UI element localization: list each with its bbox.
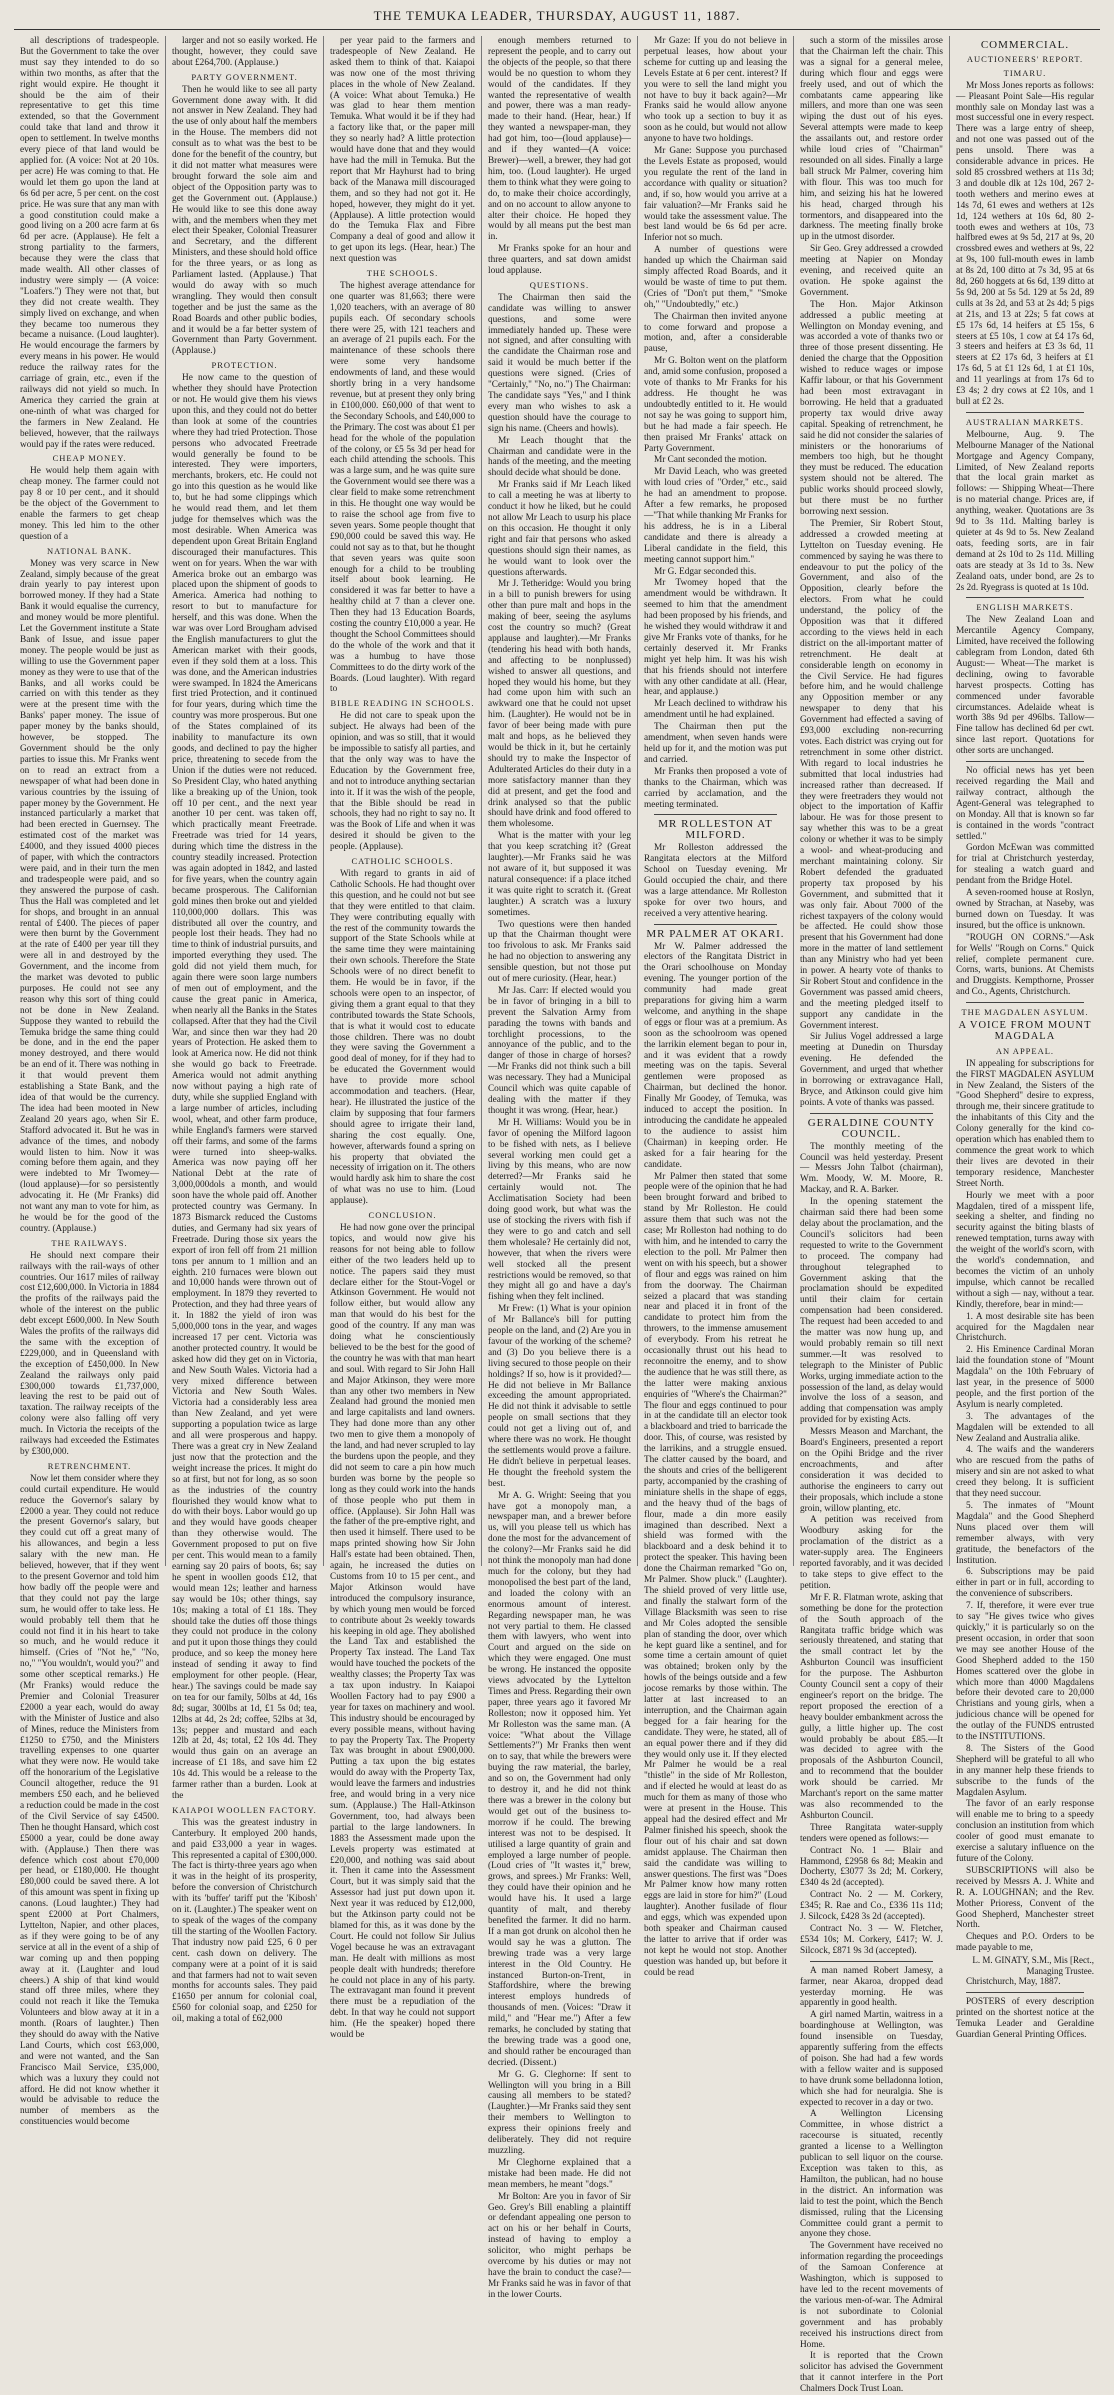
- paragraph: Contract No. 2 — M. Corkery, £345; R. Rae and Co., £336 11s 11d; J. Silcock, £428 3s 2d (accepted).: [799, 1890, 943, 1923]
- paragraph: such a storm of the missiles arose that the Chairman left the chair. This was a signal for a general melee, during which flour and eggs were freely used, and out of which the combatants came appearing like millers, and more than one was seen wiping the dust out of his eyes. Several attempts were made to keep the assailants out, and restore order while loud cries of "Chairman" resounded on all sides. Finally a large ball struck Mr Palmer, covering him with flour. This was too much for him, and seizing his hat he lowered his head, charged through his tormentors, and disappeared into the darkness. The meeting finally broke up in the utmost disorder.: [799, 36, 943, 243]
- paragraph: A seven-roomed house at Roslyn, owned by Strachan, at Naseby, was burned down on Tuesday. It was insured, but the office is unknown.: [955, 888, 1094, 931]
- divider: [966, 412, 1084, 413]
- column-2: [166, 36, 324, 2025]
- paragraph: The favor of an early response will enable me to bring to a speedy conclusion an institution from which cooler of good must emanate to exercise a salutary influence on the future of the Colony.: [955, 1799, 1094, 1864]
- paragraph: Mr Leach thought that the Chairman and candidate were in the hands of the meeting, and the meeting should decide what should be done.: [487, 435, 631, 479]
- list-item: 2. His Eminence Cardinal Moran laid the foundation stone of "Mount Magdala" on the 10th February of last year, in the presence of 5000 people, and the first portion of the Asylum is nearly completed.: [955, 1345, 1094, 1410]
- column-4: [482, 36, 638, 2300]
- columns: [14, 36, 1100, 2395]
- section-heading: RETRENCHMENT.: [47, 1460, 132, 1471]
- paragraph: per year paid to the farmers and tradespeople of New Zealand. He asked them to think of that. Kaiapoi was now one of the most thriving places in the whole of New Zealand. (A voice: What about Temuka.) He was glad to hear them mention Temuka. What would it be if they had a factory like that, or the paper mill they so nearly had? A little protection would have done that and they would have had the mill in Temuka. But the report that Mr Hayhurst had to bring back of the Manawa mill discouraged them, and so they had not got it. He hoped, however, they might do it yet. (Applause). A little protection would do the Temuka Flax and Fibre Company a deal of good and allow it to get upon its legs. (Hear, hear.) The next question was: [330, 36, 475, 265]
- paragraph: larger and not so easily worked. He thought, however, they could save about £264,700. (Applause.): [172, 36, 318, 68]
- paragraph: The New Zealand Loan and Mercantile Agency Company, Limited, have received the following cablegram from London, dated 6th August:— Wheat—The market is declining, owing to favorable harvest prospects. Cotting has commenced under favorable circumstances. Adelaide wheat is worth 38s 9d per 496lbs. Tallow—Fine tallow has declined 6d per cwt. since last report. Quotations for other sorts are unchanged.: [955, 615, 1094, 757]
- paragraph: Mr Gaze: If you do not believe in perpetual leases, how about your scheme for cutting up and leasing the Levels Estate at 6 per cent. interest? If you were to sell the land might you not have to buy it back again?—Mr Franks said he would allow anyone who took up a section to buy it as soon as he could, but would not allow anyone to have two holdings.: [643, 36, 787, 145]
- divider: [654, 924, 777, 925]
- paragraph: Mr G. G. Cleghorne: If sent to Wellington will you bring in a Bill causing all members to be stated? (Laughter.)—Mr Franks said they sent their members to Wellington to express their opinions freely and deliberately. They did not require muzzling.: [487, 2069, 631, 2156]
- ad-heading: AN APPEAL.: [995, 1045, 1055, 1056]
- paragraph: all descriptions of tradespeople. But the Government to take the over must say they intended to do so within two months, as after that the right would expire. He thought it should be the aim of their representative to get this time extended, so that the Government could take that land and throw it open to settlement. In twelve months every piece of that land would be applied for. (A voice: Not at 20 10s. per acre) He was coming to that. He would let them go upon the land at 6s 6d per acre, 5 per cent. on the cost price. He was sure that any man with a good constitution could make a good living on a 200 acre farm at 6s 6d per acre. (Applause). He felt a strong partiality to the farmers, because they were the class that made wealth. All other classes of industry were simply — (A voice: "Loafers.") They were not that, but they did not create wealth. They simply lived on exchange, and when they became too numerous they became a nuisance. (Loud laughter). He would encourage the farmers by every means in his power. He would reduce the railway rates for the carriage of grain, etc., even if the railways did not yield so much. In America they carried the grain at one-ninth of what was charged for the farmers in New Zealand. He believed, however, that the railways would pay if the rates were reduced.: [20, 36, 160, 450]
- paragraph: Mr Moss Jones reports as follows:— Pleasant Point Sale—His regular monthly sale on Monday last was a most successful one in every respect. There was a large entry of sheep, and not one was passed out of the pens unsold. There was a considerable advance in prices. He sold 85 crossbred wethers at 11s 3d; 3 and double dlk at 12s 10d, 267 2-tooth wethers and merino ewes at 14s 7d, 61 ewes and wethers at 12s 1d, 124 wethers at 10s 6d, 80 2-tooth ewes and wethers at 10s, 73 halfbred ewes at 9s 5d, 217 at 9s, 20 crossbred ewes and wethers at 9s, 22 at 9s, 100 full-mouth ewes in lamb at 8s 2d, 100 ditto at 7s 3d, 95 at 6s 8d, 260 hoggets at 6s 6d, 139 ditto at 5s 9d, 200 at 5s 5d. 129 at 5s 2d, 89 culls at 3s 2d, and 53 at 2s 4d; 5 pigs at 21s, and 13 at 22s; 5 fat cows at £5 17s 6d, 14 heifers at £5 15s, 6 steers at £5 10s, 1 cow at £4 17s 6d, 3 steers and heifers at £3 3s 6d, 11 steers at £2 17s 6d, 3 heifers at £1 17s 6d, 5 at £1 12s 6d, 1 at £1 10s, and 11 yearlings at from 17s 6d to £3 4s; 2 dry cows at £2 10s, and 1 bull at £2 2s.: [955, 80, 1094, 407]
- paragraph: Mr Franks said if Mr Leach liked to call a meeting he was at liberty to conduct it how he liked, but he could not allow Mr Leach to usurp his place on this occasion. He thought it only right and fair that persons who asked questions should sign their names, as he would want to look over the questions afterwards.: [487, 480, 631, 578]
- section-heading: AUSTRALIAN MARKETS.: [965, 416, 1085, 427]
- paragraph: The Chairman then said the candidate was willing to answer questions, and some were immediately handed up. These were not signed, and after consulting with the candidate the Chairman rose and said it would be much better if the questions were signed. (Cries of "Certainly," "No, no.") The Chairman: The candidate says "Yes," and I think every man who wishes to ask a question should have the courage to sign his name. (Cheers and howls).: [487, 292, 631, 434]
- section-heading: NATIONAL BANK.: [47, 545, 133, 556]
- paragraph: Mr Franks then proposed a vote of thanks to the Chairman, which was carried by acclamation, and the meeting terminated.: [643, 766, 787, 810]
- paragraph: Mr Jas. Carr: If elected would you be in favor of bringing in a bill to prevent the Salvation Army from parading the towns with bands and torchlight processions, to the annoyance of the public, and to the danger of those in charge of horses?—Mr Franks did not think such a bill was necessary. They had a Municipal Council which was quite capable of dealing with the matter if they thought it was wrong. (Hear, hear.): [487, 985, 631, 1116]
- divider: [966, 597, 1084, 598]
- paragraph: A number of questions were handed up which the Chairman said simply affected Road Boards, and it would be waste of time to put them. (Cries of "Don't put them," "Smoke oh," "Undoubtedly," etc.): [643, 245, 787, 310]
- divider: [966, 761, 1084, 762]
- paragraph: Melbourne, Aug. 9. The Melbourne Manager of the National Mortgage and Agency Company, Limited, of New Zealand reports that the local grain market as follows: — Shipping Wheat—There is no material change. Prices are, if anything, weaker. Quotations are 3s 9d to 3s 11d. Malting barley is quieter at 4s 9d to 5s. New Zealand oats, feeding sorts, are in fair demand at 2s 10d to 2s 11d. Milling oats are steady at 3s 1d to 3s. New Zealand oats, under bond, are 2s to 2s 2d. Ryegrass is quoted at 1s 10d.: [955, 429, 1094, 593]
- paragraph: POSTERS of every description printed on the shortest notice at the Temuka Leader and Geraldine Guardian General Printing Offices.: [955, 1996, 1094, 2040]
- paragraph: enough members returned to represent the people, and to carry out the objects of the people, so that there would be no question to whom they would of the candidates. If they wanted the representative of wealth and power, there was a man ready-made to their hand. (Hear, hear.) If they wanted a newspaper-man, they had got him, too—(loud applause)—and if they wanted—(A voice: Brewer)—well, a brewer, they had got him, too. (Loud laughter). He urged them to think what they were going to do, to make their choice accordingly, and on no account to allow anyone to alter their choice. He hoped they would by all means put the best man in.: [487, 36, 631, 243]
- section-heading: BIBLE READING IN SCHOOLS.: [330, 698, 475, 709]
- paragraph: He did not care to speak upon the subject. He always had been of the opinion, and was so still, that it would be impossible to satisfy all parties, and that the only way was to have the Education by the Government free, and not to introduce anything sectarian into it. If it was the wish of the people, that the Bible should be read in schools, they had no right to say no. It was the Book of Life and when it was desired it should be given to the people. (Applause).: [330, 711, 475, 853]
- paragraph: The Premier, Sir Robert Stout, addressed a crowded meeting at Lyttelton on Tuesday evening. He commenced by saying he was there to endeavour to put the policy of the Government, and also of the Opposition, clearly before the electors. From what he could understand, the policy of the Opposition was that it differed according to the views held in each district on the all-important matter of retrenchment. He dealt at considerable length on economy in the Civil Service. He had figures before him, and he would challenge any Opposition member or any newspaper to deny that his Government had effected a saving of £93,000 excluding non-recurring votes. Each district was crying out for retrenchment in some other district. With regard to local industries he submitted that local industries had increased rather than decreased. If they were freetraders they would not object to the importation of Kaffir labour. He was for those present to say whether this was to be a great colony or whether it was to be simply a wool- and wheat-producing and merchant maintaining colony. Sir Robert defended the graduated property tax proposed by his Government, and submitted that it was only fair. About 7000 of the richest taxpayers of the colony would be affected. He could show those present that his Government had done more in the matter of land settlement than any Ministry who had yet been in power. A hearty vote of thanks to Sir Robert Stout and confidence in the Government was passed amid cheers, and the meeting pledged itself to support any candidate in the Government interest.: [799, 518, 943, 1031]
- column-1: [14, 36, 166, 2128]
- paragraph: Mr Palmer then stated that some people were of the opinion that he had been brought forward and bribed to stand by Mr Rolleston. He could assure them that such was not the case; Mr Rolleston had nothing to do with him, and he intended to carry the election to the poll. Mr Palmer then went on with his speech, but a shower of flour and eggs was rained on him from the doorway. The Chairman seized a placard that was standing near and placed it in front of the candidate to protect him from the throwers, to the immense amusement of everybody. From his retreat he occasionally thrust out his head to reconnoitre the enemy, and to show the audience that he was still there, as the latter were making anxious enquiries of "Where's the Chairman?" The flour and eggs continued to pour in at the candidate till an elector took a blackboard and tried to barricade the door. This, of course, was resisted by the larrikins, and a struggle ensued. The clatter caused by the board, and the shouts and cries of the belligerent party, accompanied by the crashing of miniature shells in the shape of eggs, and the heavy thud of the bags of flour, made a din more easily imagined than described. Next a shield was formed with the blackboard and a desk behind it to protect the speaker. This having been done the Chairman remarked "Go on, Mr Palmer. Show pluck." (Laughter). The shield proved of very little use, and finally the stalwart form of the Village Blacksmith was seen to rise and Mr Coles adopted the sensible plan of standing the door, over which he kept guard like a sentinel, and for some time a certain amount of quiet was obtained; broken only by the howls of the beings outside and a few jocose remarks by those within. The latter at last increased to an interruption, and the Chairman again begged for a fair hearing for the candidate. They were, he stated, all of an equal power there and if they did they would only use it. If they elected Mr Palmer he would be a real "thistle" in the side of Mr Rolleston, and if elected he would at least do as much for them as many of those who were at present in the House. This appeal had the desired effect and Mr Palmer finished his speech, shook the flour out of his chair and sat down amidst applause. The Chairman then said the candidate was willing to answer questions. The first was "Does Mr Palmer know how many rotten eggs are laid in store for him?" (Loud laughter). Another fusilade of flour and eggs, which was expended upon both speaker and Chairman caused the latter to arrive that if order was not kept he would not stop. Another question was handed up, but before it could be read: [643, 1171, 787, 1978]
- paragraph: Mr Rolleston addressed the Rangitata electors at the Milford School on Tuesday evening. Mr Gould occupied the chair, and there was a large attendance. Mr Rolleston spoke for over two hours, and received a very attentive hearing.: [643, 843, 787, 919]
- paragraph: Mr Cleghorne explained that a mistake had been made. He did not mean members, he meant "dogs.": [487, 2157, 631, 2190]
- divider: [810, 1113, 933, 1114]
- paragraph: A petition was received from Woodbury asking for the proclamation of the district as a water-supply area. The Engineers reported favorably, and it was decided to take steps to give effect to the petition.: [799, 1515, 943, 1591]
- paragraph: Two questions were then handed up that the Chairman thought were too frivolous to ask. Mr Franks said he had no objection to answering any sensible question, but not those put out of mere curiosity. (Hear, hear.): [487, 919, 631, 985]
- paragraph: Mr Gane: Suppose you purchased the Levels Estate as proposed, would you regulate the rent of the land in accordance with quality or situation? and, if so, how would you arrive at a fair valuation?—Mr Franks said he would take the assessment value. The best land would be 6s 6d per acre. Inferior not so much.: [643, 146, 787, 244]
- paragraph: Mr Twomey hoped that the amendment would be withdrawn. It seemed to him that the amendment had been proposed by his friends, and he wished they would withdraw it and give Mr Franks vote of thanks, for he certainly deserved it. Mr Franks might yet help him. It was his wish that his friends should not interfere with any other candidate at all. (Hear, hear, and applause.): [643, 578, 787, 698]
- list-item: 5. The inmates of "Mount Magdala" and the Good Shepherd Nuns placed over them will remember always, with very gratitude, the benefactors of the Institution.: [955, 1501, 1094, 1566]
- section-heading: CATHOLIC SCHOOLS.: [351, 856, 454, 867]
- paragraph: IN appealing for subscriptions for the FIRST MAGDALEN ASYLUM in New Zealand, the Sisters of the "Good Shepherd" desire to express, through me, their sincere gratitude to the inhabitants of this City and the Colony generally for the kind co-operation which has enabled them to commence the great work to which their lives are devoted in their temporary residence, Manchester Street North.: [955, 1058, 1094, 1189]
- ad-title: A VOICE FROM MOUNT MAGDALA: [958, 1020, 1092, 1042]
- paragraph: Sir Julius Vogel addressed a large meeting at Dunedin on Thursday evening. He defended the Government, and urged that whether in borrowing or extravagance Hall, Bryce, and Atkinson could give him points. A vote of thanks was passed.: [799, 1032, 943, 1108]
- section-heading: ENGLISH MARKETS.: [976, 602, 1074, 613]
- section-heading: AUCTIONEERS' REPORT.: [966, 53, 1084, 64]
- masthead: [14, 8, 1100, 30]
- list-item: 3. The advantages of the Magdalen will be extended to all New Zealand and Australia alike.: [955, 1411, 1094, 1444]
- list-item: 8. The Sisters of the Good Shepherd will be grateful to all who in any manner help these friends to subscribe to the funds of the Magdalen Asylum.: [955, 1743, 1094, 1798]
- dateline: Christchurch, May, 1887.: [965, 1976, 1061, 1987]
- paragraph: This was the greatest industry in Canterbury. It employed 200 hands, and paid £33,000 a year in wages. This represented a capital of £300,000. The fact is thirty-three years ago when it was in the height of its prosperity, before the conversion of Christchurch with its 'buffer' tariff put the 'Kibosh' on it. (Laughter.) The speaker went on to speak of the wages of the company till the starting of the Woollen Factory. That industry now paid £25, 6 0 per cent. cash down on delivery. The company were at a point of it is said and that farmers had not to wait seven months for accounts sales. They paid £1650 per annum for colonial coal, £560 for colonial soap, and £250 for oil, making a total of £62,000: [172, 1817, 318, 2025]
- paragraph: "ROUGH ON CORNS."—Ask for Wells' "Rough on Corns." Quick relief, complete permanent cure. Corns, warts, bunions. At Chemists and Druggists. Kempthorne, Prosser and Co., Agents, Christchurch.: [955, 932, 1094, 998]
- section-heading: TIMARU.: [1003, 67, 1047, 78]
- section-heading: QUESTIONS.: [529, 279, 590, 290]
- paragraph: Mr Cant seconded the motion.: [653, 455, 767, 466]
- divider: [810, 1961, 933, 1962]
- paragraph: He now came to the question of whether they should have Protection or not. He would give them his views upon this, and they could not do better than look at some of the countries where they had tried Protection. Those persons who advocated Freetrade would generally be found to be interested. They were importers, merchants, brokers, etc. He could not go into this question as he would like to, but he had some clippings which he would read them, and let them judge for themselves which was the most desirable. When America was dependent upon Great Britain England discouraged their manufactures. This went on for years. When the war with America broke out an embargo was placed upon the shipment of goods to America. America had nothing to resort to but to manufacture for herself, and this was done. When the war was over Lord Brougham advised the English manufacturers to glut the American market with their goods, even if they sold them at a loss. This was done, and the American industries were swamped. In 1824 the Americans first tried Protection, and it continued for four years, during which time the country was more prosperous. But one of the States complained of its inability to manufacture its own goods, and declined to pay the higher price, threatening to secede from the Union if the duties were not reduced. So President Clay, who hated anything like a breaking up of the Union, took off 10 per cent., and the next year another 10 per cent. was taken off, which practically meant Freetrade. Freetrade was tried for 14 years, during which time the distress in the country steadily increased. Protection was again adopted in 1842, and lasted for five years, when the country again became prosperous. The Californian gold mines then broke out and yielded 110,000,000 dollars. This was distributed all over the country, and people lost their heads. They had no time to think of industrial pursuits, and imported everything they used. The gold did not yield them much, for again there were soon large numbers of men out of employment, and the cause the great panic in America, when nearly all the Banks in the States collapsed. After that they had the Civil War, and since then war they had 20 years of Protection. He asked them to look at America now. He did not think she would go back to Freetrade. America would not admit anything now without paying a high rate of duty, while she supplied England with a large number of articles, including wool, wheat, and other farm produce, while England's farmers were starved off their farms, and some of the farms were turned into sheep-walks. America was now paying off her National Debt at the rate of 3,000,000dols a month, and would soon have the whole paid off. Another protected country was Germany. In 1873 Bismarck reduced the Customs duties, and Germany had six years of Freetrade. During those six years the export of iron fell off from 21 million tons per annum to 1 million and an eighth. 210 furnaces were blown out and 10,000 hands were thrown out of employment. In 1879 they reverted to Protection, and they had three years of it. In 1882 the yield of iron was 5,000,000 tons in the year, and wages increased 17 per cent. Victoria was another protected country. It would be asked how did they get on in Victoria, and New South Wales. Victoria had a very mixed difference between Victoria and New South Wales. Victoria had a considerably less area than New Zealand, and yet were supporting a population twice as large and all were prosperous and happy. There was a great cry in New Zealand just now that the protection and the weight increase the prices. It might do so at first, but not for long, as so soon as the industries of the country flourished they would know what to do with their boys. Labor would go up and they would have goods cheaper than they otherwise would. The Government proposed to put on five per cent. This would mean to a family earning say 20 pairs of boots, 6s; say he spent in woollen goods £12, that would mean 12s; leather and harness say would be 10s; other things, say 10s; making a total of £1 18s. They should take the duties off those things they could not produce in the colony and put it upon those things they could produce, and so keep the money here instead of sending it away to find employment for other people. (Hear, hear.) The savings could be made say on tea for our family, 50lbs at 4d, 16s 8d; sugar, 300lbs at 1d, £1 5s 0d; tea, 12lbs at 4d, 2s 2d; coffee, 52lbs at 3d, 13s; pepper and mustard and each 12lb at 2d, 4s; total, £2 10s 4d. They would thus gain on an average an increase of £1 18s, and save him £2 10s 4d. This would be a release to the farmer rather than a burden. Look at the: [172, 373, 318, 1801]
- paragraph: No official news has yet been received regarding the Mail and railway contract, although the Agent-General was telegraphed to on Monday. All that is known so far is contained in the words "contract settled.": [955, 766, 1094, 842]
- section-heading: CONCLUSION.: [368, 1210, 437, 1221]
- paragraph: It is reported that the Crown solicitor has advised the Government that it cannot interfere in the Port Chalmers Dock Trust Loan.: [799, 2351, 943, 2395]
- paragraph: Messrs Meason and Marchant, the Board's Engineers, presented a report on the Opihi Bridge and the river encroachments, and after consideration it was decided to authorise the engineers to carry out their proposals, which include a stone groin, willow planting, etc.: [799, 1427, 943, 1514]
- paragraph: The Chairman then invited anyone to come forward and propose a motion, and, after a considerable pause,: [643, 311, 787, 355]
- paragraph: A man named Robert Jamesy, a farmer, near Akaroa, dropped dead yesterday morning. He was apparently in good health.: [799, 1965, 943, 2009]
- paragraph: Now let them consider where they could curtail expenditure. He would reduce the Governor's salary by £2000 a year. They could not reduce the present Governor's salary, but they could cut off a great many of his allowances, and begin a less salary with the new man. He believed, however, that if they went to the present Governor and told him how badly off the people were and that they could not pay the large sum, he would offer to take less. He would probably tell them that he could not find it in his heart to take so much, and he would reduce it himself. (Cries of "Not he," "No, no," "You wouldn't, would you?" and some other sceptical remarks.) He (Mr Franks) would reduce the Premier and Colonial Treasurer £2000 a year each, would do away with the Minister of Justice and also of Mines, reduce the Ministers from £1250 to £750, and the Ministers travelling expenses to one quarter what they were now. He would take off the honorarium of the Legislative Council altogether, reduce the 91 members £50 each, and he believed a reduction could be made in the cost of the Civil Service of say £4500. Then he thought Hansard, which cost £5000 a year, could be done away with. (Applause.) Then there was defence which cost about £70,000 per head, or £180,000. He thought £80,000 could be saved there. A lot of this amount was spent in fixing up canons. (Loud laughter.) They had spent £2000 at Port Chalmers, Lyttelton, Napier, and other places, as if they were going to be of any service at all in the event of a ship of war coming up and then popping away at it. (Laughter and loud cheers.) A ship of that kind would stand off three miles, where they could not reach it like the Temuka Volunteers and blow away at it in a month. (Roars of laughter.) Then they should do away with the Native Land Courts, which cost £63,000, and were not wanted, and the San Francisco Mail Service, £35,000, which was a luxury they could not afford. He did not know whether it would be advisable to reduce the number of members as the constituencies would become: [20, 1473, 160, 2128]
- section-heading: PARTY GOVERNMENT.: [191, 71, 298, 82]
- signature-title: Managing Trustee.: [1026, 1966, 1094, 1977]
- paragraph: Mr Franks spoke for an hour and three quarters, and sat down amidst loud applause.: [487, 244, 631, 277]
- paragraph: Then he would like to see all party Government done away with. It did not answer in New Zealand. They had the use of only about half the members in the House. The members did not consult as to what was the best to be done for the benefit of the country, but it did not matter what measures were brought forward the sole aim and object of the Opposition party was to get the Government out. (Applause.) He would like to see this done away with, and the members when they met elect their Speaker, Colonial Treasurer and Secretary, and the different Ministers, and these should hold office for the three years, or as long as Parliament lasted. (Applause.) That would do away with so much wrangling. They would then consult together and be just the same as the Road Boards and other public bodies, and it would be a far better system of Government than Party Government. (Applause.): [172, 84, 318, 357]
- paragraph: Mr A. G. Wright: Seeing that you have got a monopoly man, a newspaper man, and a brewer before us, will you please tell us which has done the most for the advancement of the colony?—Mr Franks said he did not think the monopoly man had done much for the colony, but they had monopolised the best part of the land, and loaded the colony with an enormous amount of interest. Regarding newspaper man, he was not very partial to them. He classed them with lawyers, who went into Court and argued on the side on which they were engaged. One must be wrong. He instanced the opposite views advocated by the Lyttelton Times and Press. Regarding their own paper, three years ago it favored Mr Rolleston; now it opposed him. Yet Mr Rolleston was the same man. (A voice: "What about the Village Settlements?") Mr Franks then went on to say, that while the brewers were buying the raw material, the barley, and so on, the Government had only to destroy it, and he did not think there was a brewer in the colony but would get out of the business to-morrow if he could. The brewing interest was not to be despised. It utilised a large quantity of grain and employed a large number of people. (Loud cries of "It wastes it," brew, grows, and sprees.) Mr Franks: Well, they could have their opinion and he would have his. It used a large quantity of malt, and thereby benefited the farmer. It did no harm. If a man got drunk on alcohol then he would say he was a glutton. The brewing trade was a very large interest in the Old Country. He instanced Burton-on-Trent, in Staffordshire, where the brewing interest employs hundreds of thousands of men. (Voices: "Draw it mild," and "Hear me.") After a few remarks, he concluded by stating that the brewing trade was a good one, and should rather be encouraged than decried. (Dissent.): [487, 1490, 631, 2068]
- paragraph: Three Rangitata water-supply tenders were opened as follows:—: [799, 1822, 943, 1844]
- column-6: [794, 36, 950, 2395]
- masthead-title: THE TEMUKA LEADER, THURSDAY, AUGUST 11, 1887.: [373, 8, 741, 23]
- paragraph: With regard to grants in aid of Catholic Schools. He had thought over this question, and he could not but see that they were entitled to that claim. They were contributing equally with the rest of the community towards the support of the State Schools while at the same time they were maintaining their own schools. Therefore the State Schools were of no direct benefit to them. He would be in favor, if the schools were open to an inspector, of giving them a grant equal to that they contributed towards the State Schools, that is what it would cost to educate those children. There was no doubt they were saving the Government a good deal of money, for if they had to be educated the Government would have to provide more school accommodation and teachers. (Hear, hear). He illustrated the justice of the claim by supposing that four farmers should agree to irrigate their land, sharing the cost equally. One, however, afterwards found a spring on his property that obviated the necessity of irrigation on it. The others would hardly ask him to share the cost of what was no use to him. (Loud applause).: [330, 868, 475, 1207]
- paragraph: In the opening statement the chairman said there had been some delay about the proclamation, and the Council's solicitors had been requested to write to the Government to proceed. The company had throughout telegraphed to Government asking that the proclamation should be expedited until their claim for certain compensation had been considered. The request had been acceded to and the matter was now hung up, and would probably remain so till next summer.—It was resolved to telegraph to the Minister of Public Works, urging immediate action to the possession of the land, as delay would involve the loss of a season, and adding that compensation was amply provided for by existing Acts.: [799, 1197, 943, 1426]
- paragraph: Mr G. Bolton went on the platform and, amid some confusion, proposed a vote of thanks to Mr Franks for his address. He thought he was undoubtedly entitled to it. He would not say he was going to support him, but he had made a fair speech. He then praised Mr Franks' attack on Party Government.: [643, 356, 787, 454]
- divider: [654, 814, 777, 815]
- ad-heading: THE MAGDALEN ASYLUM.: [961, 1007, 1089, 1018]
- section-heading: KAIAPOI WOOLLEN FACTORY.: [172, 1804, 317, 1815]
- paragraph: The Government have received no information regarding the proceedings of the Samoan Conference at Washington, which is supposed to have led to the recent movements of the various men-of-war. The Admiral is not subordinate to Colonial government and has probably received his instructions direct from Home.: [799, 2241, 943, 2350]
- list-item: 7. If, therefore, it were ever true to say "He gives twice who gives quickly," it is particularly so on the present occasion, in order that soon we may see another House of the Good Shepherd added to the 150 Homes scattered over the globe in which more than 4000 Magdalens before their devoted care to 20,000 Christians and young girls, when a judicious chance will be opened for the outlay of the FUNDS entrusted to the INSTITUTIONS.: [955, 1601, 1094, 1743]
- column-3: [324, 36, 482, 2041]
- paragraph: Money was very scarce in New Zealand, simply because of the great drain yearly to pay interest upon borrowed money. If they had a State Bank it would equalise the currency, and money would be more plentiful. Let the Government institute a State Bank of Issue, and issue paper money. The people would be just as willing to use the Government paper money as they were to use that of the Banks, and all works could be carried on with this tender as they were at the present time with the Banks' paper money. The issue of paper money by the banks should, however, be stopped. The Government should be the only parties to issue this. Mr Franks went on to read an extract from a newspaper of what had been done in various countries by the issuing of paper money by the Government. He instanced particularly a market that had been erected in Guernsey. The estimated cost of the market was £4000, and they issued 4000 pieces of paper, with which the contractors were paid, and in their turn the men and tradespeople were paid, and so they answered the purpose of cash. Thus the Hall was completed and let for shops, and brought in an annual rental of £400. The pieces of paper were then burnt by the Government at the rate of £400 per year till they were all in and destroyed by the Government, and the income from the market was devoted to public purposes. He could not see any reason why this sort of thing could not be done in New Zealand. Suppose they wanted to rebuild the Temuka bridge the same thing could be done, and in the end the paper money destroyed, and there would be an end of it. There was nothing in it that would prevent them establishing a State Bank, and the idea of that would be the currency. The idea had been mooted in New Zealand 20 years ago, when Sir E. Stafford advocated it. But he was in advance of the times, and nobody would listen to him. Now it was coming before them again, and they were indebted to Mr Twomey—(loud applause)—for so persistently advocating it. He (Mr Franks) did not want any man to vote for him, as he would be for the good of the country. (Applause.): [20, 558, 160, 1234]
- divider: [966, 1992, 1084, 1993]
- paragraph: The highest average attendance for one quarter was 81,663; there were 1,020 teachers, with an average of 80 pupils each. Of secondary schools there were 25, with 121 teachers and an average of 21 pupils each. For the maintenance of these schools there were some very handsome endowments of land, and these would shortly bring in a very handsome revenue, but at present they only bring in £100,000. £60,000 of that went to the Secondary Schools, and £40,000 to the Primary. The cost was about £1 per head for the whole of the population of the colony, or £5 5s 3d per head for each child attending the schools. This was a large sum, and he was quite sure the Government would see there was a clear field to make some retrenchment in this. He thought one way would be to raise the school age from five to seven years. Some people thought that £90,000 could be saved this way. He could not say as to that, but he thought that seven years was quite soon enough for a child to be troubling itself about book learning. He considered it was far better to have a healthy child at 7 than a clever one. Then they had 13 Education Boards, costing the country £10,000 a year. He thought the School Committees should do the whole of the work and that it was a humbug to have those Committees to do the dirty work of the Boards. (Loud laughter). With regard to: [330, 280, 475, 695]
- paragraph: He had now gone over the principal topics, and would now give his reasons for not being able to follow either of the two leaders held up to notice. The papers said they must declare either for the Stout-Vogel or Atkinson Government. He would not follow either, but would allow any man that would do his best for the good of the country. If any man was doing what he conscientiously believed to be the best for the good of the country he was with that man heart and soul. With regard to Sir John Hall and Major Atkinson, they were more than any other two members in New Zealand had ground the monied men and large capitalists and land owners. They had done more than any other two men to give them a monopoly of the land, and had never scrupled to lay the burdens upon the people, and they did not seem to care a pin how much burden was borne by the people so long as they could work into the hands of those people who put them in office. (Applause). Sir John Hall was the father of the pre-emptive right, and then used it himself. There used to be maps printed showing how Sir John Hall's estate had been obtained. Then, again, he increased the duties on Customs from 10 to 15 per cent., and Major Atkinson would have introduced the compulsory insurance, by which young men would be forced to contribute about 2s weekly towards his keeping in old age. They abolished the Land Tax and established the Property Tax instead. The Land Tax would have touched the pockets of the wealthy classes; the Property Tax was a tax upon industry. In Kaiapoi Woollen Factory had to pay £900 a year for taxes on machinery and wool. This industry should be encouraged by every possible means, without having to pay the Property Tax. The Property Tax was brought in about £900,000. Putting a tax upon the big estates would do away with the Property Tax, would leave the farmers and industries free, and would bring in a very nice sum. (Applause.) The Hall-Atkinson Government, too, had always been partial to the large landowners. In 1883 the Assessment made upon the Levels property was estimated at £20,000, and nothing was said about it. Then it came into the Assessment Court, but it was simply said that the Assessor had just put down upon it. Next year it was reduced by £12,000, but the Atkinson party could not be blamed for this, as it was done by the Court. He could not follow Sir Julius Vogel because he was an extravagant man. He dealt with millions as most people dealt with hundreds; therefore he could not place in any of his party. The extravagant man found it prevent there must be a repudiation of the debt. In that way he could not support him. (He the speaker) hoped there would be: [330, 1222, 475, 2041]
- divider: [966, 1002, 1084, 1003]
- paragraph: A Wellington Licensing Committee, in whose district a racecourse is situated, recently granted a license to a Wellington publican to sell liquor on the course. Exception was taken to this, as Hamilton, the publican, had no house in the district. An information was laid to test the point, which the Bench dismissed, ruling that the Licensing Committee could grant a permit to anyone they chose.: [799, 2109, 943, 2240]
- section-heading: PROTECTION.: [211, 360, 278, 371]
- paragraph: He should next compare their railways with the rail-ways of other countries. Our 1617 miles of railway cost £12,600,000. In Victoria in 1884 the profits of the railways paid the whole of the interest on the public debt except £600,000. In New South Wales the profits of the railways did the same with the exception of £229,000, and in Queensland with the exception of £450,000. In New Zealand the railways only paid £300,000 towards £1,737,000, leaving the rest to be paid out of taxation. The railway receipts of the colony were also falling off very much. In Victoria the receipts of the railways had exceeded the Estimates by £300,000.: [20, 1250, 160, 1457]
- column-7: [950, 36, 1100, 2040]
- paragraph: Gordon McEwan was committed for trial at Christchurch yesterday, for stealing a watch guard and pendant from the Bridge Hotel.: [955, 843, 1094, 887]
- section-heading: THE RAILWAYS.: [51, 1237, 128, 1248]
- paragraph: Contract No. 3 — W. Fletcher, £534 10s; M. Corkery, £417; W. J. Silcock, £871 9s 3d (accepted).: [799, 1923, 943, 1956]
- paragraph: Mr H. Williams: Would you be in favor of opening the Milford lagoon to be fished with nets, as I believe several working men could get a living by this means, who are now deterred?—Mr Franks said he certainly would not. The Acclimatisation Society had been doing good work, but what was the use of stocking the rivers with fish if they were to go and catch and sell them wholesale? He certainly did not, however, that when the rivers were well stocked all the present restrictions would be removed, so that they might all go and have a day's fishing when they felt inclined.: [487, 1117, 631, 1303]
- paragraph: The Chairman then put the amendment, when seven hands were held up for it, and the motion was put and carried.: [643, 722, 787, 765]
- paragraph: Contract No. 1 — Blair and Hammond, £2958 6s 8d; Meakin and Docherty, £3077 3s 2d; M. Corkery, £340 4s 2d (accepted).: [799, 1845, 943, 1889]
- list-item: 4. The waifs and the wanderers who are rescued from the paths of misery and sin are not asked to what creed they belong. It is sufficient that they need succour.: [955, 1445, 1094, 1500]
- list-item: 6. Subscriptions may be paid either in part or in full, according to the convenience of subscribers.: [955, 1567, 1094, 1600]
- paragraph: What is the matter with your leg that you keep scratching it? (Great laughter).—Mr Franks said he was not aware of it, but supposed it was natural consequence: if a place itched it was quite right to scratch it. (Great laughter.) A scratch was a luxury sometimes.: [487, 831, 631, 918]
- paragraph: Cheques and P.O. Orders to be made payable to me,: [955, 1932, 1094, 1954]
- paragraph: SUBSCRIPTIONS will also be received by Messrs A. J. White and R. A. LOUGHNAN; and the Rev. Mother Prioress, Convent of the Good Shepherd, Manchester street North.: [955, 1865, 1094, 1931]
- paragraph: He would help them again with cheap money. The farmer could not pay 8 or 10 per cent., and it should be the object of the Government to enable the farmers to get cheap money. This led him to the other question of a: [20, 466, 160, 542]
- paragraph: Mr Bolton: Are you in favor of Sir Geo. Grey's Bill enabling a plaintiff or defendant appealing one person to act on his or her behalf in Courts, instead of having to employ a solicitor, who might perhaps be overcome by his duties or may not have the brain to conduct the case?—Mr Franks said he was in favor of that in the lower Courts.: [487, 2191, 631, 2300]
- article-heading: GERALDINE COUNTY COUNCIL.: [807, 1116, 936, 1140]
- section-heading: COMMERCIAL.: [980, 39, 1070, 51]
- paragraph: A girl named Martin, waitress in a boardinghouse at Wellington, was found insensible on Tuesday, apparently suffering from the effects of poison. She had had a few words with a fellow waiter and is supposed to have drunk some belladonna lotion, which she had for neuralgia. She is expected to recover in a day or two.: [799, 2010, 943, 2108]
- signature: L. M. GINATY, S.M., Mis [Rect.,: [972, 1955, 1094, 1966]
- paragraph: Mr Frew: (1) What is your opinion of Mr Ballance's bill for putting people on the land, and (2) Are you in favour of the working of the scheme? and (3) Do you believe there is a living secured to those people on their holdings? If so, how is it provided?—He did not believe in Mr Ballance exceeding the amount appropriated. He did not think it advisable to settle people on small sections that they could not get a living out of, and where there was no work. He thought the settlements would prove a failure. He didn't believe in perpetual leases. He thought the freehold system the best.: [487, 1304, 631, 1489]
- paragraph: Mr F. R. Flatman wrote, asking that something be done for the protection of the South approach of the Rangitata traffic bridge which was seriously threatened, and stating that the small contract let by the Ashburton Council was insufficient for the purpose. The Ashburton County Council sent a copy of their engineer's report on the bridge. The report proposed the erection of a heavy boulder embankment across the gully, a little higher up. The cost would probably be about £85.—It was decided to agree with the proposals of the Ashburton Council, and to recommend that the boulder work should be carried. Mr Marchant's report on the same matter was also recommended to the Ashburton Council.: [799, 1592, 943, 1821]
- column-5: [638, 36, 794, 1978]
- paragraph: Mr Leach declined to withdraw his amendment until he had explained.: [643, 699, 787, 721]
- section-heading: CHEAP MONEY.: [52, 453, 127, 464]
- article-heading: MR ROLLESTON AT MILFORD.: [658, 818, 773, 842]
- section-heading: THE SCHOOLS.: [366, 268, 439, 279]
- paragraph: Mr David Leach, who was greeted with loud cries of "Order," etc., said he had an amendment to propose. After a few remarks, he proposed—"That while thanking Mr Franks for his address, he is in a Liberal candidate and there is already a Liberal candidate in the field, this meeting cannot support him.": [643, 467, 787, 565]
- paragraph: The monthly meeting of the Council was held yesterday. Present — Messrs John Talbot (chairman), Wm. Moody, W. M. Moore, R. Mackay, and R. A. Barker.: [799, 1141, 943, 1196]
- list-item: 1. A most desirable site has been acquired for the Magdalen near Christchurch.: [955, 1311, 1094, 1344]
- paragraph: Mr W. Palmer addressed the electors of the Rangitata District in the Orari schoolhouse on Monday evening. The younger portion of the community had made great preparations for giving him a warm welcome, and anything in the shape of eggs or flour was at a premium. As soon as the schoolroom was opened the larrikin element began to pour in, and it was evident that a rowdy meeting was on the tapis. Several gentlemen were proposed as Chairman, but declined the honor. Finally Mr Goodey, of Temuka, was induced to accept the position. In introducing the candidate he appealed to the audience to assist him (Chairman) in keeping order. He asked for a fair hearing for the candidate.: [643, 941, 787, 1170]
- paragraph: Hourly we meet with a poor Magdalen, tired of a misspent life, seeking a shelter, and finding no security against the biting blasts of renewed temptation, turns away with the weight of the world's scorn, with the world's condemnation, and becomes the victim of an unholy impulse, which cannot be recalled without a sigh — nay, without a tear. Kindly, therefore, bear in mind:—: [955, 1190, 1094, 1310]
- article-heading: MR PALMER AT OKARI.: [646, 927, 785, 940]
- paragraph: Mr J. Tetheridge: Would you bring in a bill to punish brewers for using other than pure malt and hops in the making of beer, seeing the asylums cost the country so much? (Great applause and laughter).—Mr Franks (tendering his head with both hands, and affecting to be nonplussed) wished to answer all questions, and hoped they would his home, but they had come upon him with such an awkward one that he could not upset him. (Laughter). He would not be in favor of beer being made with pure malt and hops, as he believed they would be thick in it, but he certainly should try to make the Inspector of Adulterated Articles do their duty in a more satisfactory manner than they did at present, and get the food and drink analysed so that the public should have drink and food offered to them wholesome.: [487, 579, 631, 830]
- paragraph: Mr G. Edgar seconded this.: [653, 566, 757, 577]
- paragraph: The Hon. Major Atkinson addressed a public meeting at Wellington on Monday evening, and was accorded a vote of thanks two or three of those present dissenting. He denied the charge that the Opposition wished to reduce wages or impose Kaffir labour, or that his Government had been most extravagant in borrowing. He held that a graduated property tax would drive away capital. Speaking of retrenchment, he said he did not consider the salaries of ministers or the honorariums of members too high, but he thought they must be reduced. The education system should not be altered. The public works should proceed slowly, but there must be no further borrowing next session.: [799, 299, 943, 517]
- paragraph: Sir Geo. Grey addressed a crowded meeting at Napier on Monday evening, and received quite an ovation. He spoke against the Government.: [799, 244, 943, 298]
